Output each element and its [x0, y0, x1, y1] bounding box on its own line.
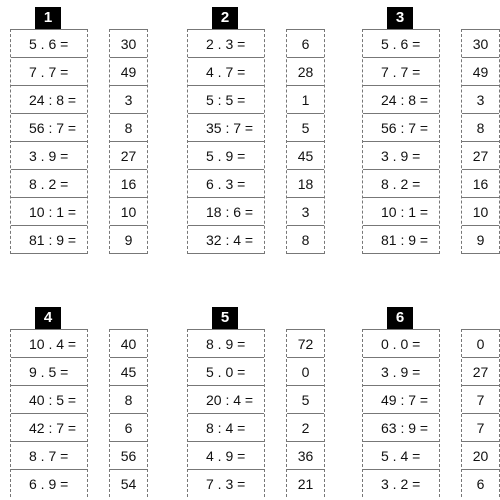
answer-column [109, 329, 148, 497]
answer-column [286, 329, 325, 497]
problem-cell: 20 : 4 = [188, 385, 264, 413]
answer-cell: 7 [462, 385, 499, 413]
problem-cell: 3 . 9 = [363, 141, 439, 169]
problem-cell: 4 . 7 = [188, 57, 264, 85]
problem-cell: 2 . 3 = [188, 29, 264, 57]
problem-cell: 8 : 4 = [188, 413, 264, 441]
problem-cell: 5 . 4 = [363, 441, 439, 469]
problem-cell: 42 : 7 = [11, 413, 87, 441]
problem-cell: 4 . 9 = [188, 441, 264, 469]
answer-column [461, 329, 500, 497]
problem-cell: 56 : 7 = [363, 113, 439, 141]
problem-cell: 10 . 4 = [11, 329, 87, 357]
problem-cell: 49 : 7 = [363, 385, 439, 413]
problem-cell: 5 . 9 = [188, 141, 264, 169]
answer-column [461, 29, 500, 254]
problem-cell: 6 . 9 = [11, 469, 87, 497]
problem-cell: 81 : 9 = [363, 225, 439, 253]
answer-cell: 16 [110, 169, 147, 197]
answer-cell: 72 [287, 329, 324, 357]
answer-cell: 9 [462, 225, 499, 253]
problem-cell: 24 : 8 = [363, 85, 439, 113]
answer-cell: 27 [110, 141, 147, 169]
answer-cell: 8 [462, 113, 499, 141]
problem-cell: 0 . 0 = [363, 329, 439, 357]
answer-cell: 45 [287, 141, 324, 169]
block-number-badge: 2 [212, 7, 238, 29]
answer-cell: 21 [287, 469, 324, 497]
answer-cell: 16 [462, 169, 499, 197]
problem-cell: 7 . 7 = [11, 57, 87, 85]
block-number-badge: 5 [212, 307, 238, 329]
block-number-badge: 4 [35, 307, 61, 329]
problem-cell: 8 . 7 = [11, 441, 87, 469]
problem-cell: 8 . 9 = [188, 329, 264, 357]
answer-cell: 6 [462, 469, 499, 497]
answer-cell: 5 [287, 113, 324, 141]
answer-cell: 40 [110, 329, 147, 357]
problem-cell: 7 . 3 = [188, 469, 264, 497]
problem-cell: 8 . 2 = [11, 169, 87, 197]
problem-cell: 5 : 5 = [188, 85, 264, 113]
answer-cell: 45 [110, 357, 147, 385]
problem-column [10, 329, 88, 497]
answer-cell: 3 [287, 197, 324, 225]
answer-cell: 18 [287, 169, 324, 197]
answer-column [109, 29, 148, 254]
answer-cell: 0 [462, 329, 499, 357]
answer-cell: 7 [462, 413, 499, 441]
answer-cell: 2 [287, 413, 324, 441]
problem-cell: 35 : 7 = [188, 113, 264, 141]
answer-cell: 8 [110, 385, 147, 413]
problem-cell: 5 . 0 = [188, 357, 264, 385]
answer-cell: 30 [462, 29, 499, 57]
answer-cell: 28 [287, 57, 324, 85]
answer-cell: 10 [462, 197, 499, 225]
problem-column [362, 329, 440, 497]
problem-column [362, 29, 440, 254]
answer-cell: 54 [110, 469, 147, 497]
answer-column [286, 29, 325, 254]
problem-cell: 3 . 2 = [363, 469, 439, 497]
answer-cell: 8 [287, 225, 324, 253]
problem-cell: 32 : 4 = [188, 225, 264, 253]
problem-cell: 6 . 3 = [188, 169, 264, 197]
answer-cell: 3 [110, 85, 147, 113]
answer-cell: 6 [287, 29, 324, 57]
block-number-badge: 1 [35, 7, 61, 29]
answer-cell: 3 [462, 85, 499, 113]
answer-cell: 36 [287, 441, 324, 469]
problem-cell: 5 . 6 = [11, 29, 87, 57]
block-number-badge: 6 [387, 307, 413, 329]
answer-cell: 56 [110, 441, 147, 469]
block-number-badge: 3 [387, 7, 413, 29]
problem-cell: 3 . 9 = [363, 357, 439, 385]
problem-column [187, 329, 265, 497]
problem-cell: 81 : 9 = [11, 225, 87, 253]
answer-cell: 30 [110, 29, 147, 57]
answer-cell: 10 [110, 197, 147, 225]
problem-cell: 10 : 1 = [11, 197, 87, 225]
problem-cell: 10 : 1 = [363, 197, 439, 225]
answer-cell: 27 [462, 141, 499, 169]
answer-cell: 0 [287, 357, 324, 385]
problem-cell: 40 : 5 = [11, 385, 87, 413]
problem-cell: 7 . 7 = [363, 57, 439, 85]
answer-cell: 9 [110, 225, 147, 253]
problem-cell: 18 : 6 = [188, 197, 264, 225]
problem-cell: 63 : 9 = [363, 413, 439, 441]
problem-cell: 5 . 6 = [363, 29, 439, 57]
problem-cell: 3 . 9 = [11, 141, 87, 169]
answer-cell: 49 [462, 57, 499, 85]
answer-cell: 8 [110, 113, 147, 141]
answer-cell: 5 [287, 385, 324, 413]
problem-column [10, 29, 88, 254]
answer-cell: 20 [462, 441, 499, 469]
problem-cell: 8 . 2 = [363, 169, 439, 197]
answer-cell: 49 [110, 57, 147, 85]
problem-column [187, 29, 265, 254]
answer-cell: 1 [287, 85, 324, 113]
problem-cell: 9 . 5 = [11, 357, 87, 385]
problem-cell: 24 : 8 = [11, 85, 87, 113]
answer-cell: 27 [462, 357, 499, 385]
problem-cell: 56 : 7 = [11, 113, 87, 141]
answer-cell: 6 [110, 413, 147, 441]
